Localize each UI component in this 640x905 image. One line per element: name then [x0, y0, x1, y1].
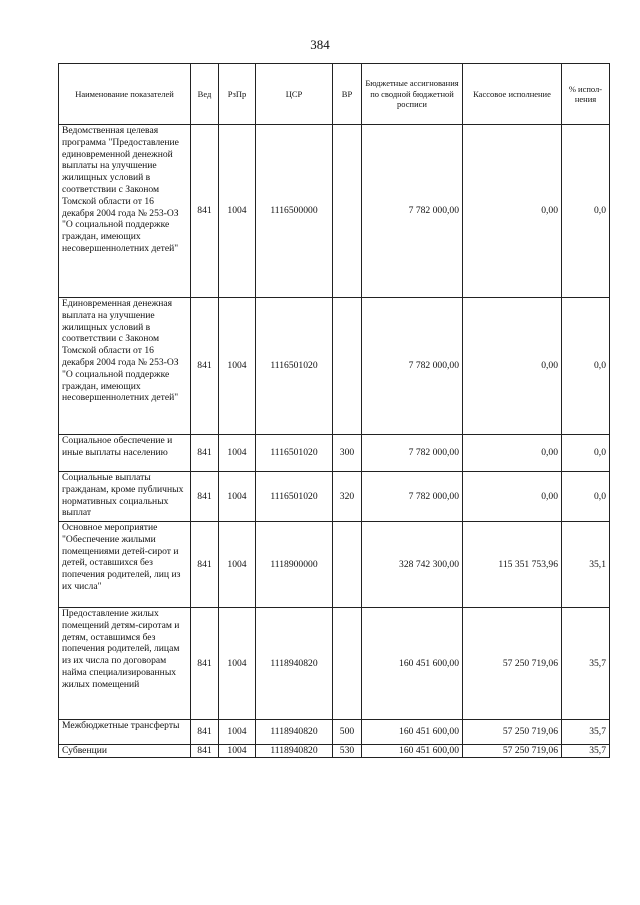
cell-budget: 7 782 000,00 — [362, 472, 463, 522]
cell-rzpr: 1004 — [219, 435, 256, 472]
cell-ved: 841 — [191, 522, 219, 608]
cell-rzpr: 1004 — [219, 745, 256, 758]
cell-cash: 0,00 — [463, 435, 562, 472]
cell-vr — [333, 608, 362, 720]
cell-ved: 841 — [191, 298, 219, 435]
cell-name: Социальные выплаты гражданам, кроме публичных нормативных социальных выплат — [59, 472, 191, 522]
cell-name: Субвенции — [59, 745, 191, 758]
cell-rzpr: 1004 — [219, 125, 256, 298]
cell-cash: 57 250 719,06 — [463, 608, 562, 720]
cell-cash: 57 250 719,06 — [463, 720, 562, 745]
cell-name: Социальное обеспечение и иные выплаты населению — [59, 435, 191, 472]
cell-rzpr: 1004 — [219, 608, 256, 720]
table-row — [59, 125, 610, 298]
header-vr: ВР — [333, 64, 362, 125]
cell-budget: 160 451 600,00 — [362, 745, 463, 758]
cell-csr: 1118940820 — [256, 745, 333, 758]
cell-csr: 1116500000 — [256, 125, 333, 298]
cell-percent: 35,7 — [562, 745, 610, 758]
cell-budget: 328 742 300,00 — [362, 522, 463, 608]
cell-csr: 1116501020 — [256, 472, 333, 522]
cell-vr: 300 — [333, 435, 362, 472]
header-ved: Вед — [191, 64, 219, 125]
page-number: 384 — [310, 37, 330, 52]
table-row — [59, 522, 610, 608]
cell-name: Единовременная денежная выплата на улучшение жилищных условий в соответствии с Законом Томской области от 16 декабря 2004 года № 253-ОЗ "О социальной поддержке граждан, имеющих несовершеннолетних детей" — [59, 298, 191, 435]
cell-vr: 530 — [333, 745, 362, 758]
cell-ved: 841 — [191, 125, 219, 298]
table-row — [59, 608, 610, 720]
cell-percent: 0,0 — [562, 125, 610, 298]
cell-rzpr: 1004 — [219, 472, 256, 522]
cell-ved: 841 — [191, 608, 219, 720]
table-row — [59, 720, 610, 745]
cell-budget: 7 782 000,00 — [362, 125, 463, 298]
cell-rzpr: 1004 — [219, 298, 256, 435]
cell-csr: 1118940820 — [256, 608, 333, 720]
cell-name: Предоставление жилых помещений детям-сиротам и детям, оставшимся без попечения родителей, лицам из их числа по договорам найма специализированных жилых помещений — [59, 608, 191, 720]
header-name: Наименование показателей — [59, 64, 191, 125]
cell-csr: 1116501020 — [256, 298, 333, 435]
cell-percent: 35,1 — [562, 522, 610, 608]
cell-vr — [333, 522, 362, 608]
cell-cash: 115 351 753,96 — [463, 522, 562, 608]
cell-cash: 0,00 — [463, 298, 562, 435]
cell-ved: 841 — [191, 472, 219, 522]
header-cash: Кассовое исполнение — [463, 64, 562, 125]
cell-vr: 500 — [333, 720, 362, 745]
cell-percent: 0,0 — [562, 435, 610, 472]
header-rzpr: РзПр — [219, 64, 256, 125]
table-header-row — [59, 64, 610, 125]
header-percent: % испол-нения — [562, 64, 610, 125]
cell-name: Основное мероприятие "Обеспечение жилыми помещениями детей-сирот и детей, оставшихся без попечения родителей, лиц из их числа" — [59, 522, 191, 608]
cell-vr — [333, 125, 362, 298]
cell-vr — [333, 298, 362, 435]
cell-rzpr: 1004 — [219, 720, 256, 745]
cell-percent: 35,7 — [562, 608, 610, 720]
cell-rzpr: 1004 — [219, 522, 256, 608]
cell-csr: 1116501020 — [256, 435, 333, 472]
cell-cash: 57 250 719,06 — [463, 745, 562, 758]
cell-name: Ведомственная целевая программа "Предоставление единовременной денежной выплаты на улучшение жилищных условий в соответствии с Законом Томской области от 16 декабря 2004 года № 253-ОЗ "О социальной поддержке граждан, имеющих несовершеннолетних детей" — [59, 125, 191, 298]
cell-percent: 0,0 — [562, 472, 610, 522]
cell-ved: 841 — [191, 745, 219, 758]
table-row — [59, 472, 610, 522]
cell-budget: 7 782 000,00 — [362, 435, 463, 472]
cell-ved: 841 — [191, 720, 219, 745]
header-budget: Бюджетные ассигнования по сводной бюджетной росписи — [362, 64, 463, 125]
cell-percent: 35,7 — [562, 720, 610, 745]
budget-execution-table — [58, 63, 610, 758]
cell-vr: 320 — [333, 472, 362, 522]
table-row — [59, 298, 610, 435]
cell-csr: 1118900000 — [256, 522, 333, 608]
table-row — [59, 745, 610, 758]
cell-csr: 1118940820 — [256, 720, 333, 745]
header-csr: ЦСР — [256, 64, 333, 125]
cell-cash: 0,00 — [463, 472, 562, 522]
cell-ved: 841 — [191, 435, 219, 472]
cell-percent: 0,0 — [562, 298, 610, 435]
table-row — [59, 435, 610, 472]
cell-name: Межбюджетные трансферты — [59, 720, 191, 745]
cell-budget: 7 782 000,00 — [362, 298, 463, 435]
cell-budget: 160 451 600,00 — [362, 608, 463, 720]
cell-cash: 0,00 — [463, 125, 562, 298]
cell-budget: 160 451 600,00 — [362, 720, 463, 745]
